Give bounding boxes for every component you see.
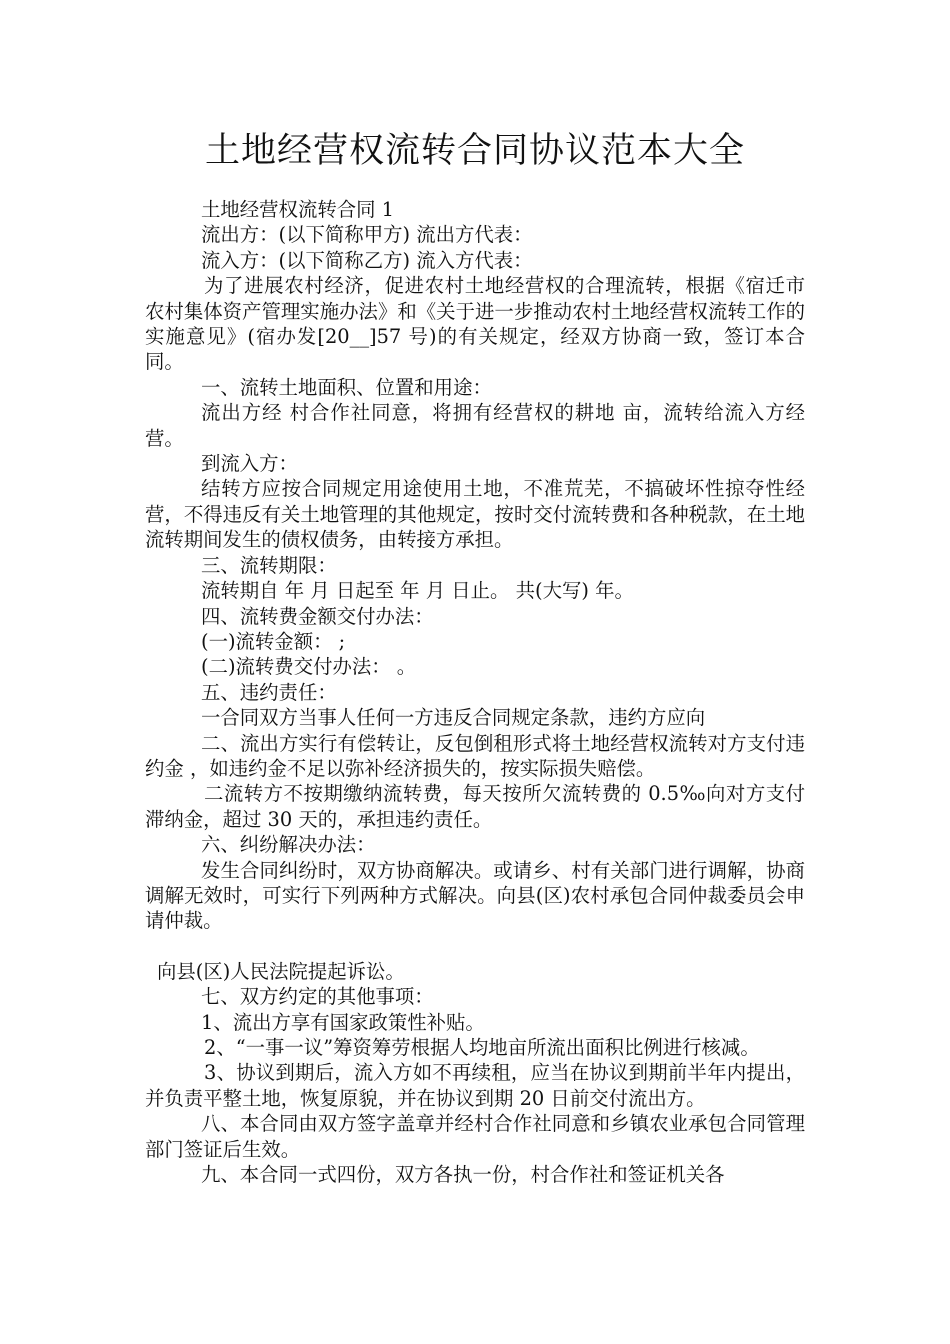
other-item-1: 1、流出方享有国家政策性补贴。 [201,1010,485,1034]
section-4-heading: 四、流转费金额交付办法： [201,604,434,628]
other-item-2: 2、“一事一议”筹资筹劳根据人均地亩所流出面积比例进行核减。 [204,1036,760,1059]
lawsuit-line: 向县(区)人民法院提起诉讼。 [157,959,405,983]
section-2-heading: 到流入方： [201,452,298,476]
blank-line [145,934,805,959]
section-3-heading: 三、流转期限： [201,553,337,577]
preamble-paragraph: 为了进展农村经济，促进农村土地经营权的合理流转，根据《宿迁市农村集体资产管理实施办法》和《关于进一步推动农村土地经营权流转工作的实施意见》(宿办发[20__]57 号)的有关规定，经双方协商一致，签订本合同。 [145,274,805,374]
section-6-heading: 六、纠纷解决办法： [201,833,376,857]
section-1-heading: 一、流转土地面积、位置和用途： [201,375,492,399]
amount-line: (一)流转金额： ; [201,629,346,653]
section-5-heading: 五、违约责任： [201,680,337,704]
document-title: 土地经营权流转合同协议范本大全 [204,131,745,171]
section-2-paragraph: 结转方应按合同规定用途使用土地，不准荒芜，不搞破坏性掠夺性经营，不得违反有关土地管理的其他规定，按时交付流转费和各种税款，在土地流转期间发生的债权债务，由转接方承担。 [145,477,805,552]
breach-clause-2: 二、流出方实行有偿转让，反包倒租形式将土地经营权流转对方支付违约金 ，如违约金不足以弥补经济损失的，按实际损失赔偿。 [145,731,805,780]
section-1-paragraph: 流出方经 村合作社同意，将拥有经营权的耕地 亩，流转给流入方经营。 [145,401,805,450]
section-9-paragraph: 九、本合同一式四份，双方各执一份，村合作社和签证机关各 [201,1163,725,1187]
party-a-line: 流出方：(以下简称甲方) 流出方代表： [201,223,533,247]
breach-clause-3: 二流转方不按期缴纳流转费，每天按所欠流转费的 0.5‰向对方支付滞纳金，超过 30 天的，承担违约责任。 [145,782,805,831]
contract-heading: 土地经营权流转合同 1 [201,198,395,221]
party-b-line: 流入方：(以下简称乙方) 流入方代表： [201,248,533,272]
other-item-3: 3、协议到期后，流入方如不再续租，应当在协议到期前半年内提出，并负责平整土地，恢复原貌，并在协议到期 20 日前交付流出方。 [145,1061,805,1110]
term-line: 流转期自 年 月 日起至 年 月 日止。 共(大写) 年。 [201,579,634,603]
breach-clause-1: 一合同双方当事人任何一方违反合同规定条款，违约方应向 [201,706,706,730]
dispute-paragraph: 发生合同纠纷时，双方协商解决。或请乡、村有关部门进行调解，协商调解无效时，可实行下列两种方式解决。向县(区)农村承包合同仲裁委员会申请仲裁。 [145,858,805,933]
section-7-heading: 七、双方约定的其他事项： [201,985,434,1009]
payment-method-line: (二)流转费交付办法： 。 [201,655,417,679]
document-body [145,197,805,1187]
section-8-paragraph: 八、本合同由双方签字盖章并经村合作社同意和乡镇农业承包合同管理部门签证后生效。 [145,1112,805,1161]
